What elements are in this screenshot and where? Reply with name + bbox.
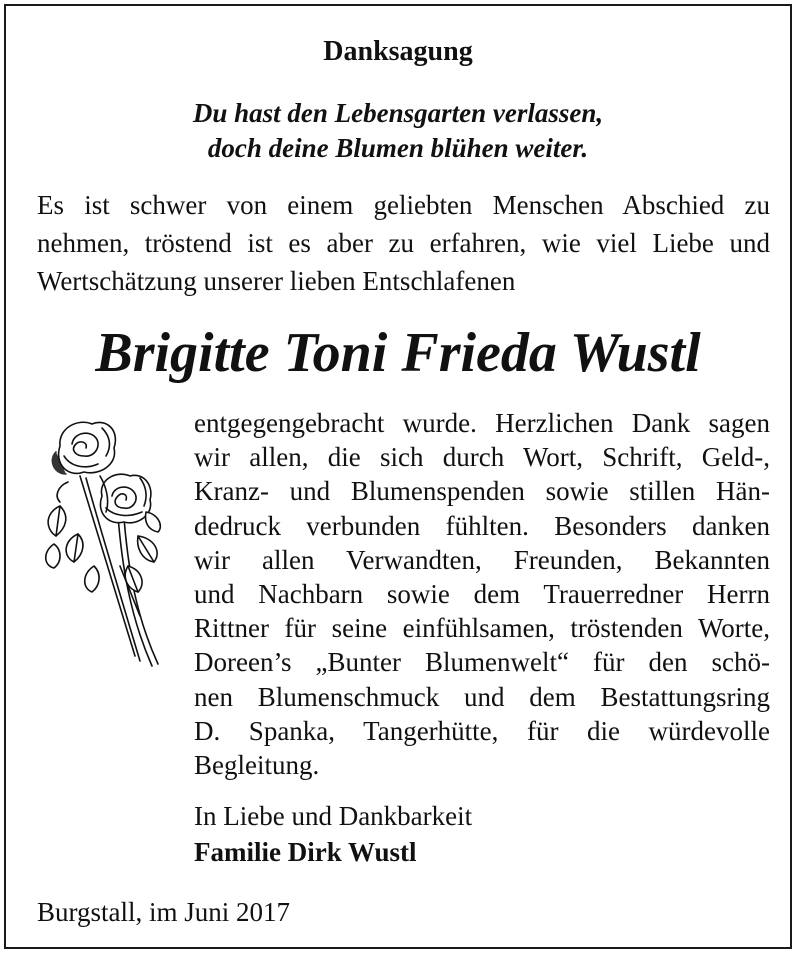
body-paragraph	[194, 406, 770, 782]
body-line: Doreen’s „Bunter Blumenwelt“ für den schö-	[194, 647, 770, 678]
body-line: Rittner für seine einfühlsamen, tröstenden Worte,	[194, 613, 770, 644]
motto-line: doch deine Blumen blühen weiter.	[207, 133, 589, 163]
body-line: und Nachbarn sowie dem Trauerredner Herrn	[194, 579, 770, 610]
body-line: wir allen, die sich durch Wort, Schrift, Geld-,	[194, 442, 770, 473]
body-line: entgegengebracht wurde. Herzlichen Dank sagen	[194, 408, 770, 438]
body-line: Kranz- und Blumenspenden sowie stillen Hän-	[194, 476, 770, 507]
body-line: D. Spanka, Tangerhütte, für die würdevolle	[194, 715, 770, 746]
motto	[6, 96, 790, 166]
roses-illustration	[40, 416, 170, 681]
body-line: Begleitung.	[194, 750, 320, 781]
obituary-notice	[4, 4, 792, 949]
body-line: nen Blumenschmuck und dem Bestattungsring	[194, 681, 770, 712]
intro-line: Wertschätzung unserer lieben Entschlafenen	[37, 266, 516, 296]
intro-paragraph	[37, 186, 770, 300]
place-date: Burgstall, im Juni 2017	[37, 897, 291, 927]
intro-line: nehmen, tröstend ist es aber zu erfahren, wie viel Liebe und	[37, 228, 770, 258]
body-line: dedruck verbunden fühlten. Besonders danken	[194, 510, 770, 541]
deceased-name: Brigitte Toni Frieda Wustl	[95, 322, 701, 384]
family-signature: Familie Dirk Wustl	[194, 837, 417, 867]
notice-heading: Danksagung	[323, 36, 473, 67]
closing-block	[194, 798, 472, 870]
intro-line: Es ist schwer von einem geliebten Menschen Abschied zu	[37, 190, 770, 220]
closing-line: In Liebe und Dankbarkeit	[194, 801, 473, 831]
body-line: wir allen Verwandten, Freunden, Bekannten	[194, 544, 770, 575]
motto-line: Du hast den Lebensgarten verlassen,	[192, 98, 604, 128]
